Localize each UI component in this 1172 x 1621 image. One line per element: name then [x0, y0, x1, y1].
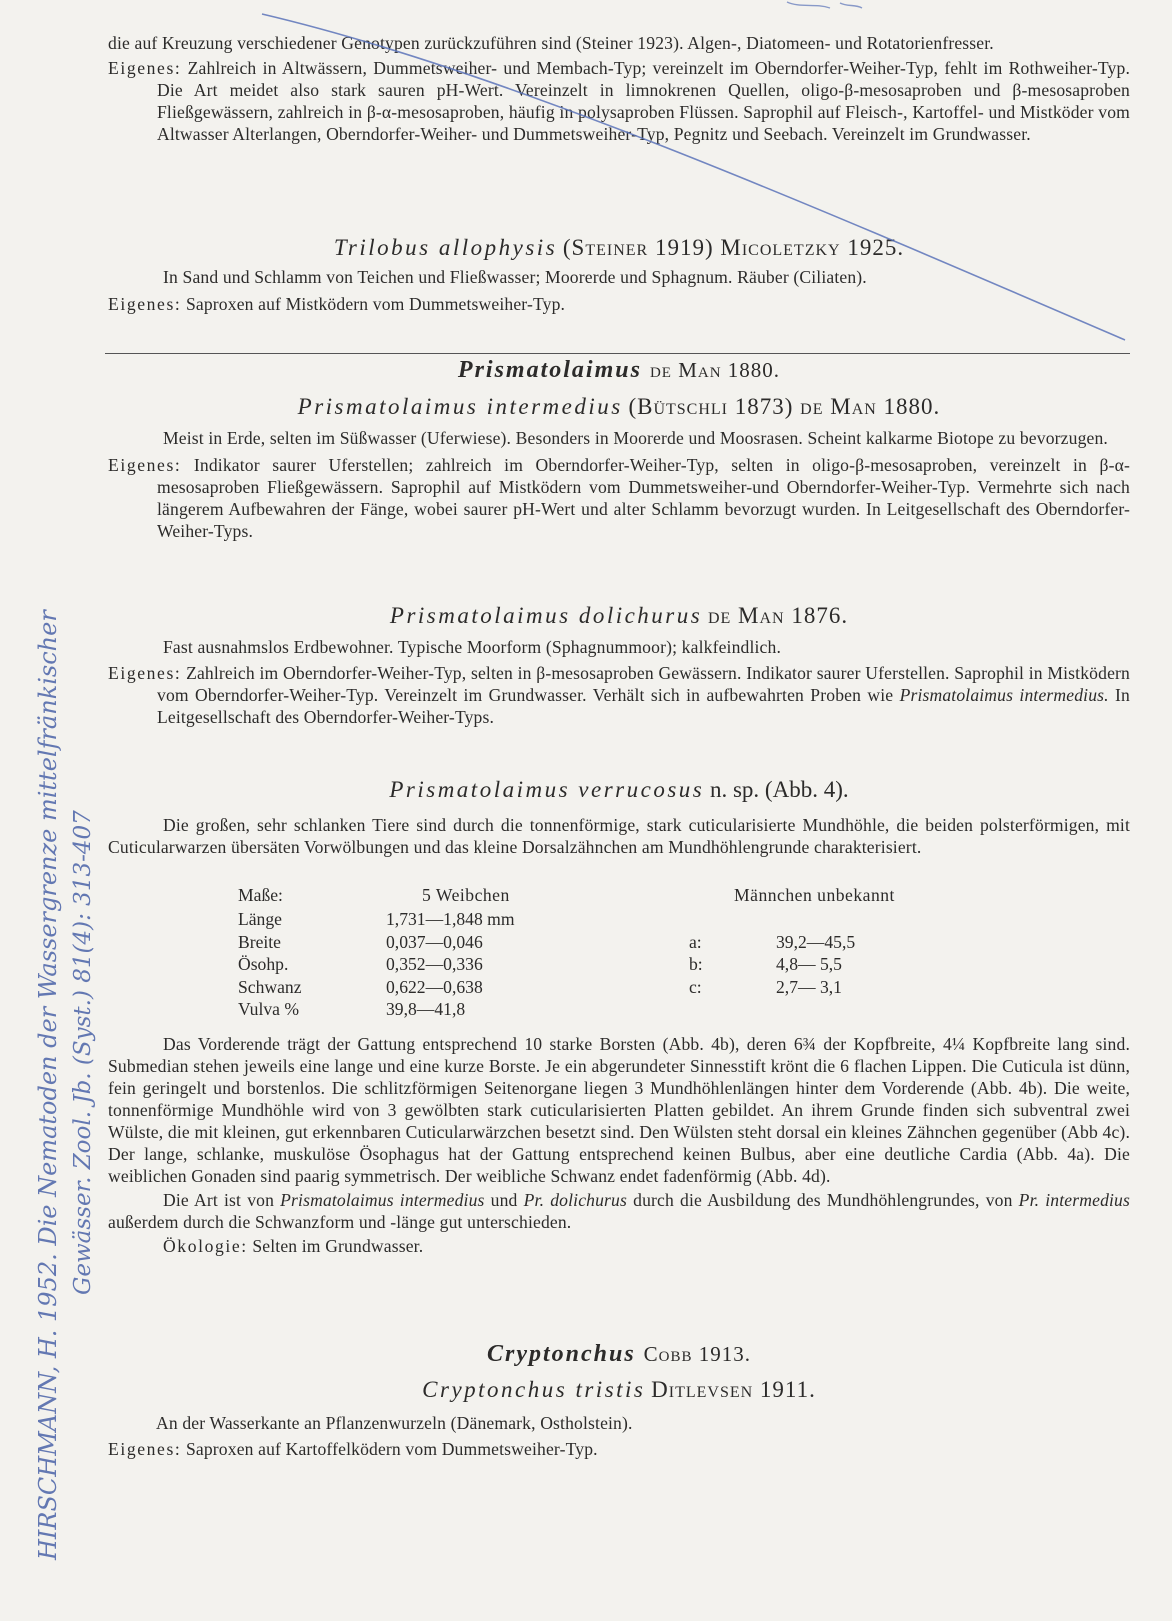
- trilobus-heading: Trilobus allophysis (Steiner 1919) Micoletzky 1925.: [333, 235, 905, 260]
- trilobus-text: In Sand und Schlamm von Teichen und Fließwasser; Moorerde und Sphagnum. Räuber (Ciliaten).: [163, 267, 867, 287]
- dolichurus-heading: Prismatolaimus dolichurus de Man 1876.: [389, 603, 849, 628]
- ratio-value: 4,8— 5,5: [776, 954, 842, 974]
- measurement-value: 39,8—41,8: [386, 999, 466, 1019]
- measurement-label: Vulva %: [238, 999, 299, 1019]
- measurement-value: 0,037—0,046: [386, 931, 483, 952]
- ratio-label: c:: [689, 976, 702, 997]
- cryptonchus-text: An der Wasserkante an Pflanzenwurzeln (Dänemark, Ostholstein).: [156, 1413, 633, 1433]
- handwritten-citation-line2: Gewässer. Zool. Jb. (Syst.) 81(4): 313-407: [70, 810, 96, 1295]
- pen-strike-line: [262, 14, 1125, 340]
- previous-species-text: die auf Kreuzung verschiedener Genotypen zurückzuführen sind (Steiner 1923). Algen-, Diatomeen- und Rotatorienfresser.: [108, 33, 994, 53]
- intermedius-text: Meist in Erde, selten im Süßwasser (Uferwiese). Besonders in Moorerde und Moosrasen. Scheint kalkarme Biotope zu bevorzugen.: [163, 428, 1108, 448]
- verrucosus-ecology: Ökologie: Selten im Grundwasser.: [163, 1236, 424, 1256]
- cryptonchus-genus-heading: Cryptonchus Cobb 1913.: [486, 1341, 752, 1367]
- measurement-value: 1,731—1,848 mm: [386, 909, 515, 929]
- trilobus-eigenes: Eigenes: Saproxen auf Mistködern vom Dummetsweiher-Typ.: [108, 294, 566, 314]
- prismatolaimus-genus-heading: Prismatolaimus de Man 1880.: [457, 357, 781, 383]
- ratio-label: a:: [689, 931, 702, 952]
- measurement-label: Schwanz: [238, 976, 302, 997]
- intermedius-heading: Prismatolaimus intermedius (Bütschli 1873) de Man 1880.: [297, 394, 941, 419]
- measurement-header: Maße: 5 Weibchen Männchen unbekannt: [238, 885, 895, 905]
- dolichurus-eigenes: Eigenes: Zahlreich im Oberndorfer-Weiher-Typ, selten in β-mesosaproben Gewässern. Indikator saurer Uferstellen. Saprophil in Mistködern vom Oberndorfer-Weiher-Typ. Vereinzelt im Grundwasser. Verhält sich in aufbewahrten Proben wie Prismatolaimus intermedius. In Leitgesellschaft des Oberndorfer-Weiher-Typs.: [108, 663, 1130, 727]
- measurement-value: 0,622—0,638: [386, 976, 483, 997]
- dolichurus-text: Fast ausnahmslos Erdbewohner. Typische Moorform (Sphagnummoor); kalkfeindlich.: [163, 637, 782, 657]
- ratio-value: 39,2—45,5: [776, 931, 856, 952]
- ratio-value: 2,7— 3,1: [776, 976, 842, 997]
- measurement-label: Länge: [238, 909, 282, 929]
- ratio-label: b:: [689, 954, 703, 974]
- cryptonchus-species-heading: Cryptonchus tristis Ditlevsen 1911.: [422, 1377, 816, 1402]
- pen-scribble: [787, 2, 862, 8]
- verrucosus-intro: Die großen, sehr schlanken Tiere sind durch die tonnenförmige, stark cuticularisierte Mundhöhle, die beiden polsterförmigen, mit Cuticularwarzen übersäten Vorwölbungen und das kleine Dorsalzähnchen am Mundhöhlengrunde charakterisiert.: [108, 815, 1130, 857]
- intermedius-eigenes: Eigenes: Indikator saurer Uferstellen; zahlreich im Oberndorfer-Weiher-Typ, selten in oligo-β-mesosaproben, vereinzelt in β-α-mesosaproben Fließgewässern. Saprophil auf Mistködern vom Dummetsweiher-und Oberndorfer-Weiher-Typ. Vermehrte sich nach längerem Aufbewahren der Fänge, wobei saurer pH-Wert und alter Schlamm bevorzugt wurden. In Leitgesellschaft des Oberndorfer-Weiher-Typs.: [108, 455, 1130, 541]
- cryptonchus-eigenes: Eigenes: Saproxen auf Kartoffelködern vom Dummetsweiher-Typ.: [108, 1439, 598, 1459]
- handwritten-citation-line1: HIRSCHMANN, H. 1952. Die Nematoden der Wassergrenze mittelfränkischer: [34, 610, 62, 1560]
- verrucosus-description: Das Vorderende trägt der Gattung entsprechend 10 starke Borsten (Abb. 4b), deren 6¾ der Kopfbreite, 4¼ Kopfbreite lang sind. Submedian stehen jeweils eine lange und eine kurze Borste. Je ein abgerundeter Sinnesstift krönt die 6 flachen Lippen. Die Cuticula ist dünn, fein geringelt und borstenlos. Die schlitzförmigen Seitenorgane liegen 3 Mundhöhlenlängen hinter dem Vorderende (Abb. 4b). Die weite, tonnenförmige Mundhöhle wird von 3 gewölbten stark cuticularisierten Platten gebildet. An ihrem Grunde finden sich subventral zwei Wülste, die mit kleinen, gut erkennbaren Cuticularwärzchen besetzt sind. Den Wülsten steht dorsal ein kleines Zähnchen gegenüber (Abb 4c). Der lange, schlanke, muskulöse Ösophagus hat der Gattung entsprechend keinen Bulbus, aber eine deutliche Cardia (Abb. 4a). Die weiblichen Gonaden sind paarig symmetrisch. Der weibliche Schwanz endet fadenförmig (Abb. 4d).: [108, 1034, 1130, 1186]
- previous-species-eigenes: Eigenes: Zahlreich in Altwässern, Dummetsweiher- und Membach-Typ; vereinzelt im Oberndorfer-Weiher-Typ, fehlt im Rothweiher-Typ. Die Art meidet also stark sauren pH-Wert. Vereinzelt in limnokrenen Quellen, oligo-β-mesosaproben und β-mesosaproben Fließgewässern, zahlreich in β-α-mesosaproben, häufig in polysaproben Flüssen. Saprophil auf Fleisch-, Kartoffel- und Mistköder vom Altwasser Alterlangen, Oberndorfer-Weiher- und Dummetsweiher-Typ, Pegnitz und Seebach. Vereinzelt im Grundwasser.: [108, 58, 1130, 144]
- measurement-value: 0,352—0,336: [386, 954, 483, 974]
- measurement-label: Breite: [238, 931, 281, 952]
- verrucosus-differential: Die Art ist von Prismatolaimus intermedius und Pr. dolichurus durch die Ausbildung des Mundhöhlengrundes, von Pr. intermedius außerdem durch die Schwanzform und -länge gut unterschieden.: [108, 1190, 1130, 1232]
- measurement-label: Ösohp.: [238, 954, 289, 974]
- verrucosus-heading: Prismatolaimus verrucosus n. sp. (Abb. 4).: [389, 777, 849, 802]
